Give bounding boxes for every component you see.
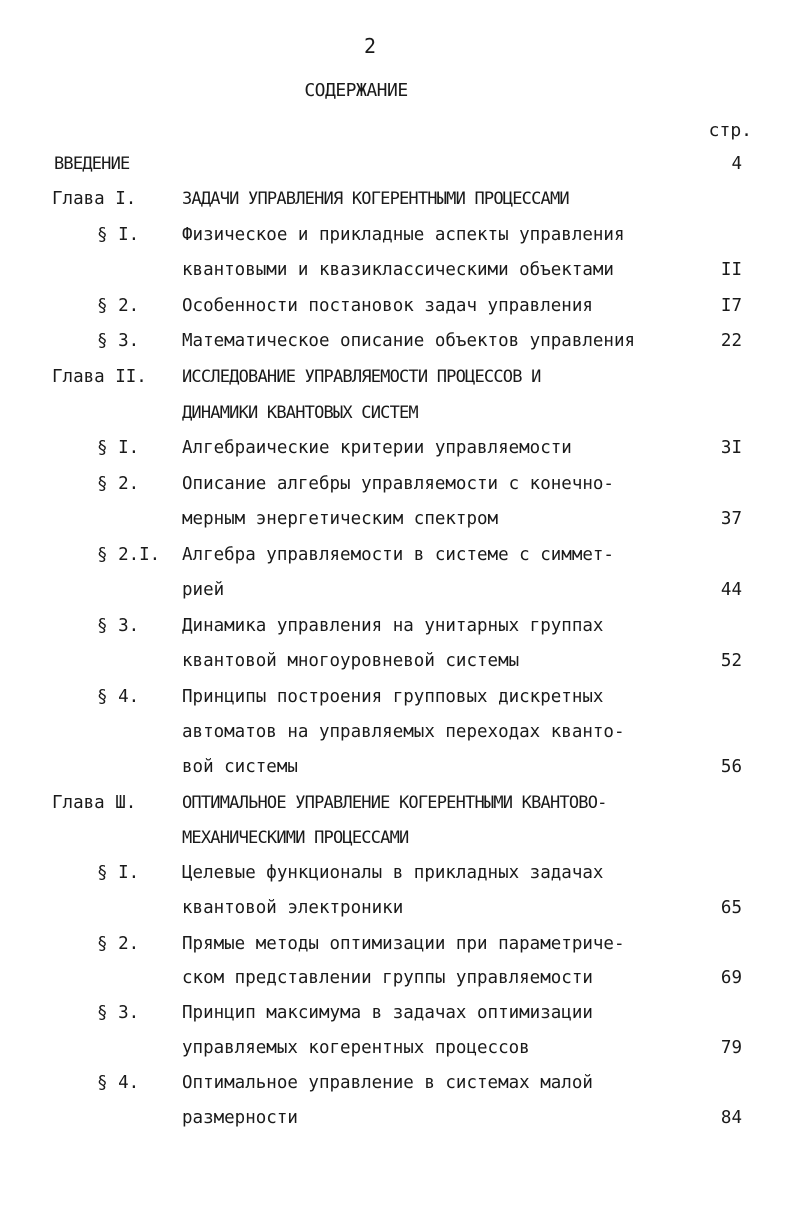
toc-line xyxy=(0,1003,794,1031)
toc-line xyxy=(0,863,794,891)
toc-page-number: 79 xyxy=(720,1038,742,1058)
page-number: 2 xyxy=(363,34,377,58)
toc-entry-title: Физическое и прикладные аспекты управления xyxy=(182,225,625,245)
toc-entry-title: квантовыми и квазиклассическими объектами xyxy=(182,260,614,280)
toc-entry-title: размерности xyxy=(182,1108,298,1128)
toc-label: § 2.I. xyxy=(97,545,161,565)
toc-line xyxy=(0,651,794,679)
toc-line xyxy=(0,757,794,785)
toc-line xyxy=(0,580,794,608)
toc-entry-title: вой системы xyxy=(182,757,298,777)
toc-page-number: 69 xyxy=(720,968,742,988)
toc-entry-title: рией xyxy=(182,580,225,600)
toc-line xyxy=(0,225,794,253)
toc-entry-title: управляемых когерентных процессов xyxy=(182,1038,530,1058)
toc-entry-title: Алгебраические критерии управляемости xyxy=(182,438,572,458)
toc-label: § 2. xyxy=(97,296,140,316)
toc-line xyxy=(0,154,794,182)
toc-label: § 2. xyxy=(97,934,140,954)
toc-entry-title: ском представлении группы управляемости xyxy=(182,968,593,988)
toc-entry-title: автоматов на управляемых переходах кванто- xyxy=(182,722,625,742)
toc-label: § 3. xyxy=(97,1003,140,1023)
toc-entry-title: Динамика управления на унитарных группах xyxy=(182,616,604,636)
toc-page-number: 37 xyxy=(720,509,742,529)
toc-page-number: 65 xyxy=(720,898,742,918)
toc-line xyxy=(0,509,794,537)
toc-line xyxy=(0,367,794,395)
toc-line xyxy=(0,687,794,715)
toc-line xyxy=(0,1038,794,1066)
toc-entry-title: ЗАДАЧИ УПРАВЛЕНИЯ КОГЕРЕНТНЫМИ ПРОЦЕССАМИ xyxy=(182,189,569,209)
toc-entry-title: ОПТИМАЛЬНОЕ УПРАВЛЕНИЕ КОГЕРЕНТНЫМИ КВАНТОВО- xyxy=(182,793,607,813)
toc-entry-title: Алгебра управляемости в системе с симмет- xyxy=(182,545,614,565)
toc-line xyxy=(0,968,794,996)
toc-label: § I. xyxy=(97,438,140,458)
toc-label: § 4. xyxy=(97,1073,140,1093)
toc-line xyxy=(0,260,794,288)
toc-page-number: 3I xyxy=(720,438,742,458)
toc-line xyxy=(0,898,794,926)
toc-line xyxy=(0,331,794,359)
toc-line xyxy=(0,403,794,431)
toc-entry-title: Целевые функционалы в прикладных задачах xyxy=(182,863,604,883)
toc-label: § 3. xyxy=(97,331,140,351)
toc-label: § I. xyxy=(97,225,140,245)
toc-line xyxy=(0,616,794,644)
toc-line xyxy=(0,189,794,217)
toc-line xyxy=(0,722,794,750)
toc-line xyxy=(0,545,794,573)
toc-entry-title: мерным энергетическим спектром xyxy=(182,509,499,529)
toc-line xyxy=(0,1108,794,1136)
toc-entry-title: ИССЛЕДОВАНИЕ УПРАВЛЯЕМОСТИ ПРОЦЕССОВ И xyxy=(182,367,541,387)
toc-line xyxy=(0,474,794,502)
toc-line xyxy=(0,1073,794,1101)
toc-page-number: I7 xyxy=(720,296,742,316)
toc-label: § 3. xyxy=(97,616,140,636)
toc-entry-title: МЕХАНИЧЕСКИМИ ПРОЦЕССАМИ xyxy=(182,828,409,848)
toc-page-number: 22 xyxy=(720,331,742,351)
toc-entry-title: Особенности постановок задач управления xyxy=(182,296,593,316)
toc-label: § 4. xyxy=(97,687,140,707)
toc-label: ВВЕДЕНИЕ xyxy=(54,154,130,174)
toc-entry-title: Прямые методы оптимизации при параметриче- xyxy=(182,934,625,954)
toc-entry-title: Описание алгебры управляемости с конечно- xyxy=(182,474,614,494)
toc-entry-title: Математическое описание объектов управления xyxy=(182,331,636,351)
toc-entry-title: квантовой многоуровневой системы xyxy=(182,651,520,671)
toc-line xyxy=(0,793,794,821)
toc-page-number: 56 xyxy=(720,757,742,777)
toc-entry-title: Принцип максимума в задачах оптимизации xyxy=(182,1003,593,1023)
toc-page-number: 44 xyxy=(720,580,742,600)
toc-label: Глава Ш. xyxy=(52,793,137,813)
toc-page-number: 52 xyxy=(720,651,742,671)
toc-label: Глава II. xyxy=(52,367,147,387)
toc-page-number: II xyxy=(720,260,742,280)
toc-line xyxy=(0,438,794,466)
toc-label: § 2. xyxy=(97,474,140,494)
toc-label: § I. xyxy=(97,863,140,883)
toc-line xyxy=(0,934,794,962)
toc-label: Глава I. xyxy=(52,189,137,209)
toc-page-number: 84 xyxy=(720,1108,742,1128)
toc-entry-title: ДИНАМИКИ КВАНТОВЫХ СИСТЕМ xyxy=(182,403,418,423)
toc-line xyxy=(0,296,794,324)
toc-entry-title: Принципы построения групповых дискретных xyxy=(182,687,604,707)
toc-page-number: 4 xyxy=(731,154,742,174)
toc-entry-title: квантовой электроники xyxy=(182,898,404,918)
toc-entry-title: Оптимальное управление в системах малой xyxy=(182,1073,593,1093)
page-title: СОДЕРЖАНИЕ xyxy=(304,80,408,101)
pages-column-header: стр. xyxy=(708,120,752,141)
toc-line xyxy=(0,828,794,856)
